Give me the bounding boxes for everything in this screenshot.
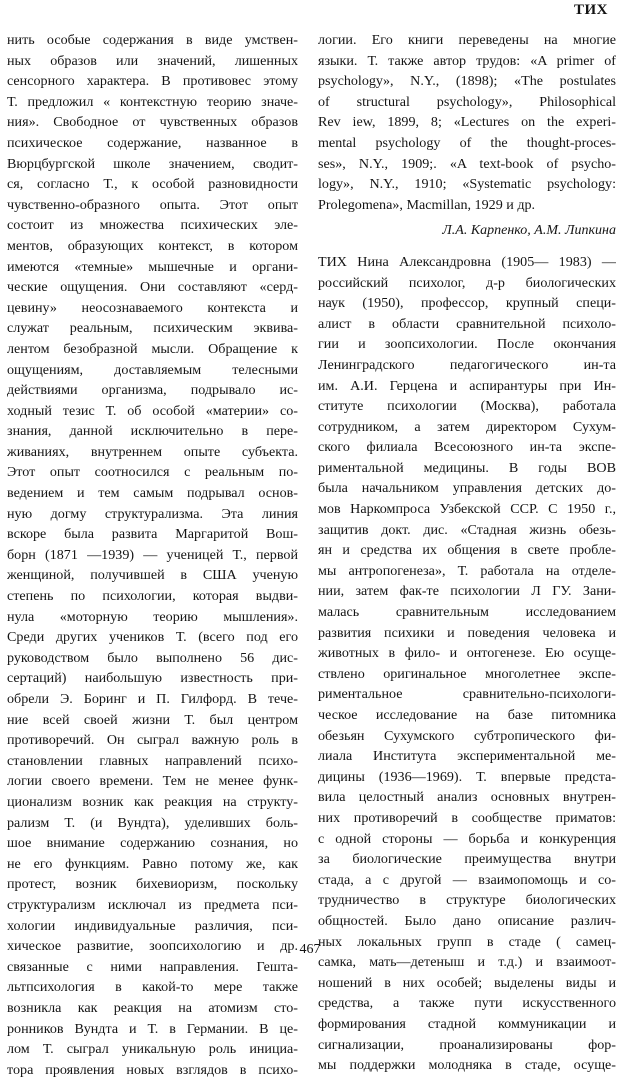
entry-gap: [318, 242, 616, 252]
right-column: [318, 30, 616, 1076]
text-line: российский психолог, д-р биологических: [318, 274, 616, 291]
text-line: малась сравнительным исследованием: [318, 604, 616, 621]
text-line: им. А.И. Герцена и аспирантуры при Ин-: [318, 377, 616, 394]
text-line: защитив докт. дис. «Стадная жизнь обезь-: [318, 521, 616, 538]
text-line: ношений в них особей; выделены виды и: [318, 974, 616, 991]
entry-signature: Л.А. Карпенко, А.М. Липкина: [442, 223, 616, 239]
text-line: чувственно-образного опыта. Этот опыт: [7, 196, 298, 213]
text-line: ния». Свободное от чувственных образов: [7, 114, 298, 131]
text-line: сигнализации, проанализированы фор-: [318, 1036, 616, 1053]
text-line: вила целостный анализ основных внутрен-: [318, 789, 616, 806]
text-line: знания, данной исключительно в пере-: [7, 423, 298, 440]
text-line: ние всей своей жизни Т. был центром: [7, 711, 298, 728]
text-line: ную догму структурализма. Эта линия: [7, 505, 298, 522]
text-line: цевину» неосознаваемого контекста и: [7, 299, 298, 316]
text-line: хическое развитие, зоопсихологию и др.: [7, 938, 298, 955]
text-line: сертаций) наибольшую известность при-: [7, 670, 298, 687]
text-line: ституте психологии (Москва), работала: [318, 398, 616, 415]
text-line: протест, возник бихевиоризм, поскольку: [7, 876, 298, 893]
text-line: риментальной медицины. В годы ВОВ: [318, 459, 616, 476]
text-line: мы антропогенеза», Т. работала на отделе-: [318, 562, 616, 579]
text-line: ствлено оригинальное многолетнее экспе-: [318, 665, 616, 682]
text-line: развития психики и поведения человека и: [318, 624, 616, 641]
text-line: лиала Института экспериментальной ме-: [318, 748, 616, 765]
text-line: Rev iew, 1899, 8; «Lectures on the experi-: [318, 114, 616, 131]
text-line: самка, мать—детеныш и т.д.) и взаимоот-: [318, 954, 616, 971]
text-line: ных образов или значений, лишенных: [7, 52, 298, 69]
text-line: структурализм исключал из предмета пси-: [7, 896, 298, 913]
text-line: ведением и тем самым подрывал основ-: [7, 485, 298, 502]
text-line: животных в фило- и онтогенезе. Ею осуще-: [318, 645, 616, 662]
text-line: имеются «темные» мышечные и органи-: [7, 258, 298, 275]
text-line: нить особые содержания в виде умствен-: [7, 32, 298, 48]
text-line: ян и средства их общения в свете пробле-: [318, 542, 616, 559]
text-line: Вюрцбургской школе значением, сводит-: [7, 155, 298, 172]
text-line: psychology», N.Y., (1898); «The postulates: [318, 73, 616, 90]
text-line: льтпсихология в какой-то мере также: [7, 979, 298, 996]
text-line: сотрудником, а затем директором Сухум-: [318, 418, 616, 435]
text-line: обрели Э. Боринг и П. Гилфорд. В тече-: [7, 691, 298, 707]
text-line: mental psychology of the thought-proces-: [318, 134, 616, 151]
text-line: стада, а с другой — взаимопомощь и со-: [318, 871, 616, 888]
text-line: за биологические преимущества внутри: [318, 851, 616, 868]
text-line: нула «моторную теорию мышления».: [7, 608, 298, 625]
text-line: мов Наркомпроса Узбекской ССР. С 1950 г.,: [318, 501, 616, 518]
text-line: логии. Его книги переведены на многие: [318, 32, 616, 48]
text-line: ся, согласно Т., к особой разновидности: [7, 176, 298, 193]
text-line: наук (1950), профессор, крупный специ-: [318, 295, 616, 312]
text-line: лентом безобразной мысли. Обращение к: [7, 340, 298, 357]
text-line: трудничество в структуре биологических: [318, 892, 616, 909]
text-line: ходный тезис Т. об особой «материи» со-: [7, 402, 298, 419]
text-line: Ленинградского педагогического ин-та: [318, 356, 616, 373]
text-line: ментов, образующих контекст, в котором: [7, 237, 298, 254]
text-line: ческое исследование на базе питомника: [318, 707, 616, 723]
text-line: Т. предложил « контекстную теорию значе-: [7, 93, 298, 110]
text-line: становлении главных направлений психо-: [7, 752, 298, 769]
text-line: обезьян Сухумского субтропического фи-: [318, 727, 616, 744]
text-line: борн (1871 —1939) — ученицей Т., первой: [7, 546, 298, 563]
text-line: логии своего времени. Тем не менее функ-: [7, 773, 298, 790]
text-line: средства, а также пути искусственного: [318, 995, 616, 1012]
text-line: хологии индивидуальные различия, пси-: [7, 917, 298, 934]
text-line: Этот опыт соотносился с реальным по-: [7, 464, 298, 481]
text-line: них противоречий в сообществе приматов:: [318, 809, 616, 826]
text-line: не его функциям. Равно потому же, как: [7, 855, 298, 872]
text-line: степень по психологии, которая выдви-: [7, 588, 298, 605]
text-line: дицины (1936—1969). Т. впервые предста-: [318, 768, 616, 785]
text-line: противоречий. Он сыграл важную роль в: [7, 732, 298, 749]
text-line: женщиной, получившей в США ученую: [7, 567, 298, 584]
text-line: ческие ощущения. Они составляют «серд-: [7, 279, 298, 296]
text-line: лом Т. сыграл уникальную роль инициа-: [7, 1041, 298, 1058]
text-line: of structural psychology», Philosophical: [318, 93, 616, 110]
text-line: психическое содержание, названное в: [7, 134, 298, 151]
text-line: живаниях, внутреннем опыте субъекта.: [7, 443, 298, 460]
text-line: шое внимание содержанию сознания, но: [7, 835, 298, 852]
text-line: рализм Т. (и Вундта), уделивших боль-: [7, 814, 298, 831]
text-line: алист в области сравнительной психоло-: [318, 315, 616, 332]
text-line: вскоре была развита Маргаритой Вош-: [7, 526, 298, 543]
text-line: риментальное сравнительно-психологи-: [318, 686, 616, 703]
previous-entry-continuation: [318, 30, 616, 215]
text-line: нии, затем фак-те психологии Л ГУ. Зани-: [318, 583, 616, 600]
text-line: языки. Т. также автор трудов: «A primer of: [318, 52, 616, 69]
text-line: ных локальных групп в стаде ( самец-: [318, 933, 616, 950]
text-line: служат реальным, психическим эквива-: [7, 320, 298, 337]
text-line: формирования стадной коммуникации и: [318, 1015, 616, 1032]
text-line: была начальником управления детских до-: [318, 480, 616, 497]
text-line: Prolegomena», Macmillan, 1929 и др.: [318, 196, 536, 213]
page-number: 467: [299, 942, 321, 957]
text-line: связанные с ними направления. Гешта-: [7, 958, 298, 975]
text-line: ТИХ Нина Александровна (1905— 1983) —: [318, 253, 616, 270]
text-line: возникла как реакция на атомизм сто-: [7, 999, 298, 1016]
text-line: ощущениям, доставляемым телесными: [7, 361, 298, 378]
text-line: состоит из множества психических эле-: [7, 217, 298, 234]
text-line: ронников Вундта и Т. в Германии. В це-: [7, 1020, 298, 1037]
text-line: ского филиала Всесоюзного ин-та экспе-: [318, 439, 616, 456]
text-line: действиями организма, подрывало ис-: [7, 382, 298, 399]
text-line: мы поддержки молодняка в стаде, осуще-: [318, 1057, 616, 1074]
text-line: сенсорного характера. В противовес этому: [7, 73, 298, 90]
text-line: тора проявления новых взглядов в психо-: [7, 1061, 298, 1078]
text-line: Среди других учеников Т. (всего под его: [7, 629, 298, 646]
text-line: гии и зоопсихологии. После окончания: [318, 336, 616, 353]
text-line: logy», N.Y., 1910; «Systematic psychology:: [318, 176, 616, 193]
text-line: ционализм возник как реакция на структу-: [7, 793, 298, 810]
text-line: ses», N.Y., 1909;. «A text-book of psycho-: [318, 155, 616, 172]
text-line: с одной стороны — борьба и конкуренция: [318, 830, 616, 847]
running-head: ТИХ: [573, 2, 608, 18]
text-line: общностей. Было дано описание различ-: [318, 912, 616, 929]
text-line: руководством было выполнено 56 дис-: [7, 649, 298, 666]
left-column: [7, 30, 298, 1080]
